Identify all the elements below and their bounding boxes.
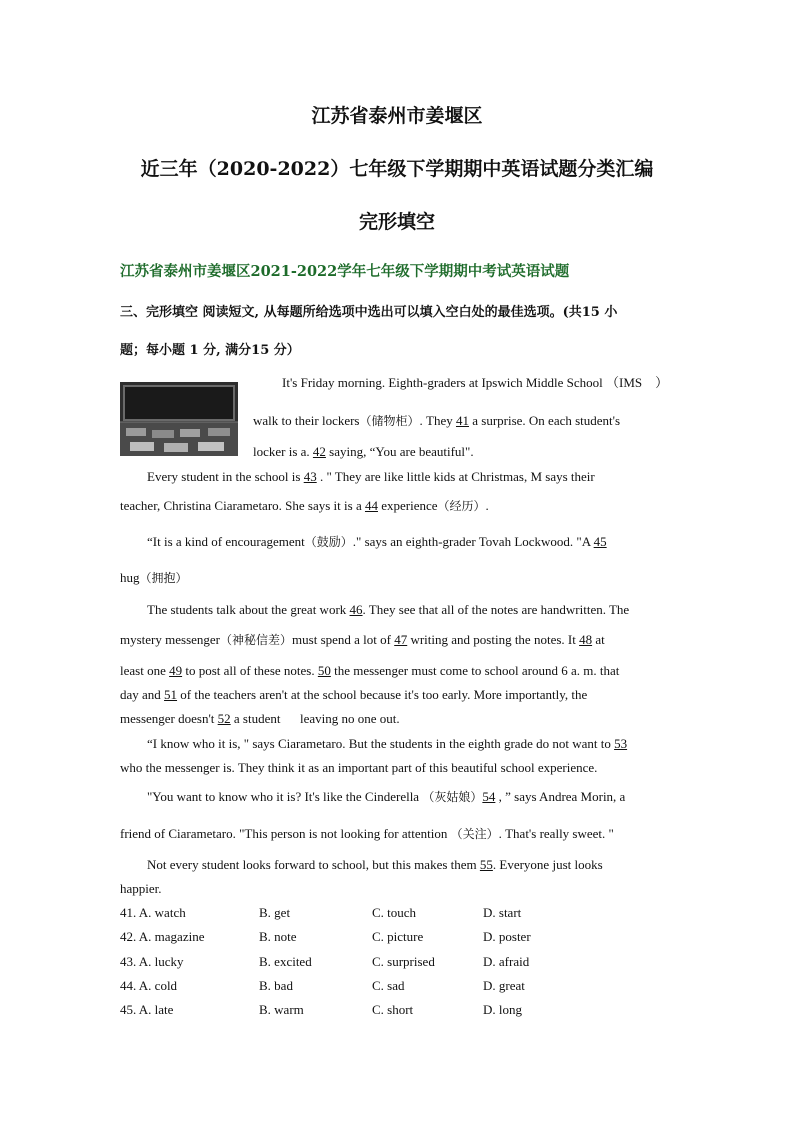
blank-46: 46 <box>349 602 363 617</box>
option-45-d: D. long <box>483 1002 522 1017</box>
instruction-line-1: 三、完形填空 阅读短文, 从每题所给选项中选出可以填入空白处的最佳选项。(共15 小 <box>120 305 618 320</box>
option-44-c: C. sad <box>372 978 405 993</box>
option-43-a: 43. A. lucky <box>120 954 184 969</box>
option-44-a: 44. A. cold <box>120 978 178 993</box>
option-45-a: 45. A. late <box>120 1002 174 1017</box>
blank-55: 55 <box>479 857 493 872</box>
p4-line-b: mystery messenger（神秘信差）must spend a lot of 47 writing and posting the notes. It 48 at <box>120 632 605 647</box>
option-44-d: D. great <box>483 978 525 993</box>
p4-line-d: day and 51 of the teachers aren't at the school because it's too early. More importantly, the <box>120 687 588 702</box>
p2-line-a: Every student in the school is 43 . " They are like little kids at Christmas, M says their <box>147 469 595 484</box>
option-45-c: C. short <box>372 1002 414 1017</box>
option-43-d: D. afraid <box>483 954 530 969</box>
instruction-line-2: 题；每小题 1 分, 满分15 分） <box>120 343 300 358</box>
p3-line-a: “It is a kind of encouragement（鼓励）." says an eighth-grader Tovah Lockwood. "A 45 <box>147 534 607 549</box>
p1-line-a: It's Friday morning. Eighth-graders at Ipswich Middle School （IMS ） <box>282 375 669 390</box>
p7-line-b: happier. <box>120 881 162 896</box>
option-41-c: C. touch <box>372 905 417 920</box>
p1-line-c: locker is a. 42 saying, “You are beautiful". <box>253 444 474 459</box>
option-43-b: B. excited <box>259 954 312 969</box>
blank-47: 47 <box>394 632 408 647</box>
section-heading: 江苏省泰州市姜堰区2021-2022学年七年级下学期期中考试英语试题 <box>120 263 570 280</box>
title-line-1: 江苏省泰州市姜堰区 <box>311 105 483 127</box>
option-41-b: B. get <box>259 905 291 920</box>
blank-43: 43 <box>303 469 317 484</box>
option-42-a: 42. A. magazine <box>120 929 205 944</box>
p6-line-b: friend of Ciarametaro. "This person is not looking for attention （关注）. That's really sweet. " <box>120 826 614 841</box>
option-42-c: C. picture <box>372 929 424 944</box>
p2-line-b: teacher, Christina Ciarametaro. She says it is a 44 experience（经历）. <box>120 498 489 513</box>
p4-line-c: least one 49 to post all of these notes. 50 the messenger must come to school around 6 a. m. that <box>120 663 620 678</box>
p6-line-a: "You want to know who it is? It's like the Cinderella （灰姑娘）54 , ” says Andrea Morin, a <box>147 789 626 804</box>
option-45-b: B. warm <box>259 1002 304 1017</box>
p5-line-b: who the messenger is. They think it as an important part of this beautiful school experience. <box>120 760 598 775</box>
p4-line-e: messenger doesn't 52 a student leaving no one out. <box>120 711 400 726</box>
p1-line-b: walk to their lockers（储物柜）. They 41 a surprise. On each student's <box>253 413 621 428</box>
blank-51: 51 <box>164 687 178 702</box>
p7-line-a: Not every student looks forward to school, but this makes them 55. Everyone just looks <box>147 857 603 872</box>
blank-50: 50 <box>317 663 331 678</box>
blank-53: 53 <box>614 736 628 751</box>
blank-52: 52 <box>217 711 231 726</box>
p3-line-b: hug（拥抱） <box>120 570 188 585</box>
classroom-photo <box>120 382 238 456</box>
blank-41: 41 <box>455 413 469 428</box>
blank-48: 48 <box>579 632 593 647</box>
option-44-b: B. bad <box>259 978 293 993</box>
option-42-b: B. note <box>259 929 297 944</box>
title-line-2: 近三年（2020-2022）七年级下学期期中英语试题分类汇编 <box>140 158 654 180</box>
blank-45: 45 <box>593 534 607 549</box>
p4-line-a: The students talk about the great work 46. They see that all of the notes are handwritten. The <box>147 602 630 617</box>
option-42-d: D. poster <box>483 929 531 944</box>
option-41-d: D. start <box>483 905 522 920</box>
blank-49: 49 <box>169 663 183 678</box>
option-43-c: C. surprised <box>372 954 435 969</box>
title-line-3: 完形填空 <box>358 211 435 233</box>
blank-44: 44 <box>364 498 378 513</box>
option-41-a: 41. A. watch <box>120 905 186 920</box>
blank-54: 54 <box>482 789 496 804</box>
classroom-image <box>120 382 238 456</box>
p5-line-a: “I know who it is, " says Ciarametaro. But the students in the eighth grade do not want to 53 <box>147 736 628 751</box>
blank-42: 42 <box>312 444 326 459</box>
